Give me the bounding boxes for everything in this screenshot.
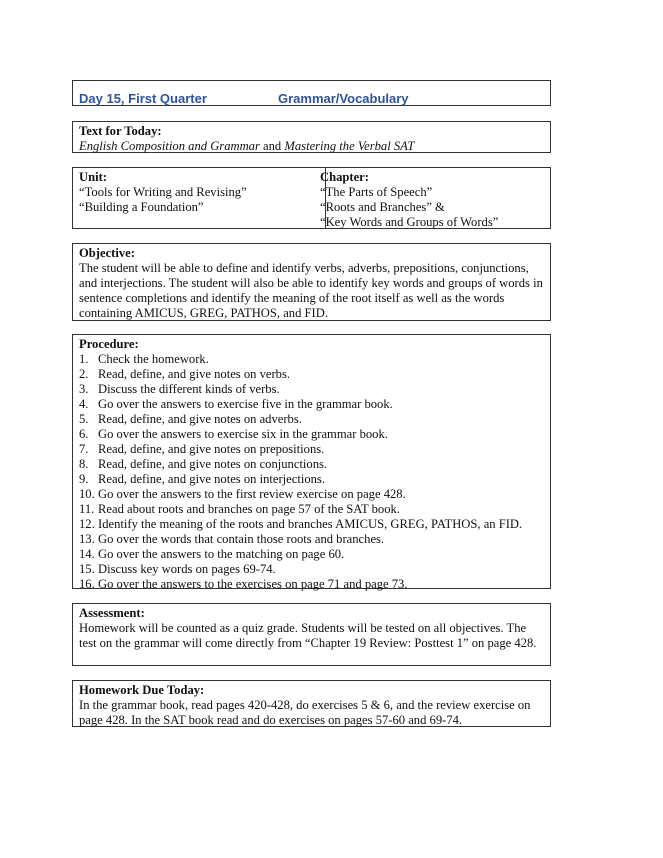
chapter-line: “Roots and Branches” & xyxy=(320,200,445,214)
procedure-step xyxy=(79,502,544,517)
step-number: 10. xyxy=(79,487,95,501)
header-box xyxy=(72,80,551,106)
objective-text: The student will be able to define and identify verbs, adverbs, prepositions, conjunctions, and interjections. The student will also be able to identify key words and groups of words in sentence completions and identify the meaning of the root itself as well as the words containing AMICUS, GREG, PATHOS, and FID. xyxy=(79,261,543,320)
chapter-cell xyxy=(314,168,550,228)
step-text: Identify the meaning of the roots and branches AMICUS, GREG, PATHOS, an FID. xyxy=(98,517,523,531)
objective-box xyxy=(72,243,551,321)
text-for-today-box xyxy=(72,121,551,153)
homework-label: Homework Due Today: xyxy=(79,683,205,697)
assessment-text: Homework will be counted as a quiz grade. Students will be tested on all objectives. The test on the grammar will come directly from “Chapter 19 Review: Posttest 1” on page 428. xyxy=(79,621,537,650)
unit-label: Unit: xyxy=(79,170,107,184)
unit-cell xyxy=(73,168,326,228)
assessment-box xyxy=(72,603,551,666)
procedure-step xyxy=(79,562,544,577)
assessment-label: Assessment: xyxy=(79,606,145,620)
procedure-step xyxy=(79,412,544,427)
procedure-box xyxy=(72,334,551,589)
procedure-step xyxy=(79,442,544,457)
unit-chapter-box xyxy=(72,167,551,229)
step-text: Go over the answers to exercise six in the grammar book. xyxy=(98,427,388,441)
book-2: Mastering the Verbal SAT xyxy=(284,139,415,153)
text-books xyxy=(79,139,544,154)
step-text: Discuss the different kinds of verbs. xyxy=(98,382,280,396)
unit-line: “Building a Foundation” xyxy=(79,200,204,214)
unit-line: “Tools for Writing and Revising” xyxy=(79,185,247,199)
procedure-step xyxy=(79,547,544,562)
procedure-step xyxy=(79,397,544,412)
step-number: 15. xyxy=(79,562,95,576)
step-text: Discuss key words on pages 69-74. xyxy=(98,562,276,576)
procedure-step xyxy=(79,382,544,397)
procedure-label: Procedure: xyxy=(79,337,139,351)
text-label: Text for Today: xyxy=(79,124,162,138)
step-text: Read, define, and give notes on interjections. xyxy=(98,472,325,486)
step-number: 13. xyxy=(79,532,95,546)
objective-label: Objective: xyxy=(79,246,135,260)
step-number: 5. xyxy=(79,412,89,426)
procedure-step xyxy=(79,427,544,442)
procedure-step xyxy=(79,352,544,367)
step-number: 8. xyxy=(79,457,89,471)
homework-box xyxy=(72,680,551,727)
step-number: 7. xyxy=(79,442,89,456)
book-1: English Composition and Grammar xyxy=(79,139,260,153)
procedure-step xyxy=(79,487,544,502)
procedure-step xyxy=(79,457,544,472)
step-text: Go over the answers to the exercises on page 71 and page 73. xyxy=(98,577,408,591)
step-text: Go over the words that contain those roots and branches. xyxy=(98,532,385,546)
step-text: Go over the answers to the matching on page 60. xyxy=(98,547,345,561)
step-text: Check the homework. xyxy=(98,352,209,366)
step-text: Read, define, and give notes on adverbs. xyxy=(98,412,302,426)
procedure-list xyxy=(79,352,544,592)
procedure-step xyxy=(79,472,544,487)
chapter-line: “Key Words and Groups of Words” xyxy=(320,215,499,229)
step-text: Read, define, and give notes on verbs. xyxy=(98,367,290,381)
step-number: 4. xyxy=(79,397,89,411)
procedure-step xyxy=(79,367,544,382)
procedure-step xyxy=(79,532,544,547)
homework-text: In the grammar book, read pages 420-428, do exercises 5 & 6, and the review exercise on page 428. In the SAT book read and do exercises on pages 57-60 and 69-74. xyxy=(79,698,531,727)
step-number: 11. xyxy=(79,502,95,516)
step-number: 9. xyxy=(79,472,89,486)
procedure-step xyxy=(79,577,544,592)
procedure-step xyxy=(79,517,544,532)
chapter-line: “The Parts of Speech” xyxy=(320,185,433,199)
step-number: 6. xyxy=(79,427,89,441)
chapter-label: Chapter: xyxy=(320,170,369,184)
step-text: Go over the answers to exercise five in the grammar book. xyxy=(98,397,393,411)
book-joiner: and xyxy=(259,139,285,153)
step-text: Go over the answers to the first review exercise on page 428. xyxy=(98,487,406,501)
day-title: Day 15, First Quarter xyxy=(79,91,207,106)
subject-title: Grammar/Vocabulary xyxy=(278,91,409,106)
step-text: Read, define, and give notes on prepositions. xyxy=(98,442,325,456)
step-text: Read about roots and branches on page 57 of the SAT book. xyxy=(98,502,400,516)
step-number: 1. xyxy=(79,352,89,366)
step-number: 12. xyxy=(79,517,95,531)
step-number: 16. xyxy=(79,577,95,591)
step-number: 2. xyxy=(79,367,89,381)
step-number: 14. xyxy=(79,547,95,561)
step-text: Read, define, and give notes on conjunctions. xyxy=(98,457,328,471)
step-number: 3. xyxy=(79,382,89,396)
